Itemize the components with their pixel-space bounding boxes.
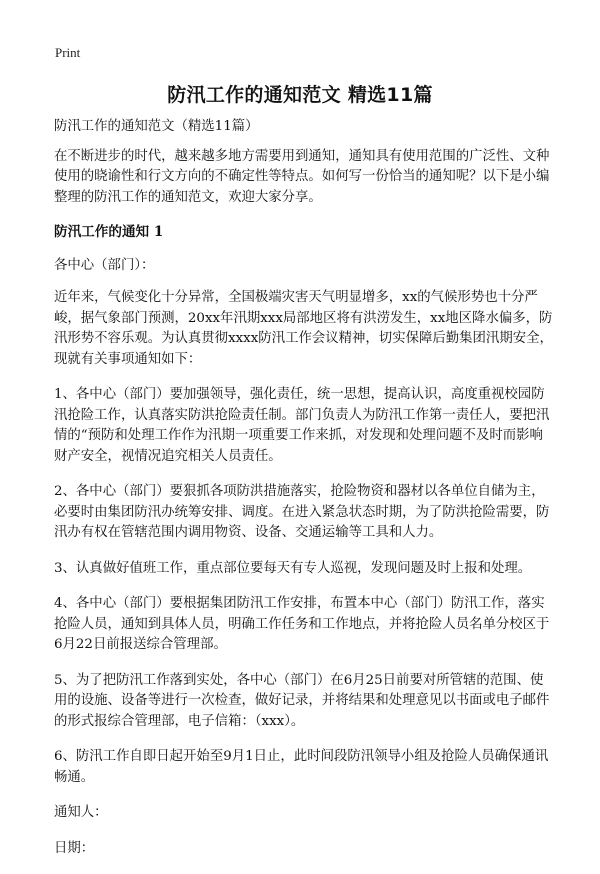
body-paragraph-item-4: 4、各中心（部门）要根据集团防汛工作安排，布置本中心（部门）防汛工作，落实抢险人员，通知到具体人员，明确工作任务和工作地点，并将抢险人员名单分校区于6月22日前报送综合管理部。: [54, 596, 550, 652]
salutation: 各中心（部门）：: [54, 257, 155, 273]
page-title: 防汛工作的通知范文 精选11篇: [167, 84, 433, 106]
intro-paragraph: 在不断进步的时代，越来越多地方需要用到通知，通知具有使用范围的广泛性、文种使用的晓谕性和行文方向的不确定性等特点。如何写一份恰当的通知呢？以下是小编整理的防汛工作的通知范文，欢迎大家分享。: [54, 148, 550, 205]
body-paragraph-item-1: 1、各中心（部门）要加强领导，强化责任，统一思想，提高认识，高度重视校园防汛抢险工作，认真落实防洪抢险责任制。部门负责人为防汛工作第一责任人，要把汛情的“预防和处理工作作为汛期一项重要工作来抓，对发现和处理问题不及时而影响财产安全，视情况追究相关人员责任。: [54, 387, 550, 464]
body-paragraph-item-5: 5、为了把防汛工作落到实处，各中心（部门）在6月25日前要对所管辖的范围、使用的设施、设备等进行一次检查，做好记录，并将结果和处理意见以书面或电子邮件的形式报综合管理部，电子信箱：（xxx）。: [54, 672, 550, 729]
body-paragraph-item-3: 3、认真做好值班工作，重点部位要每天有专人巡视，发现问题及时上报和处理。: [54, 560, 532, 576]
section-heading: 防汛工作的通知 1: [54, 224, 164, 240]
body-paragraph-background: 近年来，气候变化十分异常，全国极端灾害天气明显增多，xx的气候形势也十分严峻，据气象部门预测，20xx年汛期xxx局部地区将有洪涝发生，xx地区降水偏多，防汛形势不容乐观。为认真贯彻xxxx防汛工作会议精神，切实保障后勤集团汛期安全，现就有关事项通知如下：: [54, 290, 553, 367]
document-subtitle: 防汛工作的通知范文（精选11篇）: [54, 119, 259, 134]
body-paragraph-item-2: 2、各中心（部门）要狠抓各项防洪措施落实，抢险物资和器材以各单位自储为主，必要时由集团防汛办统筹安排、调度。在进入紧急状态时期，为了防洪抢险需要，防汛办有权在管辖范围内调用物资、设备、交通运输等工具和人力。: [54, 484, 550, 540]
body-paragraph-item-6: 6、防汛工作自即日起开始至9月1日止，此时间段防汛领导小组及抢险人员确保通讯畅通。: [54, 749, 549, 785]
document-body: [54, 117, 556, 874]
notifier-line: 通知人：: [54, 805, 108, 820]
print-link[interactable]: Print: [55, 45, 81, 60]
date-line: 日期：: [54, 840, 95, 856]
